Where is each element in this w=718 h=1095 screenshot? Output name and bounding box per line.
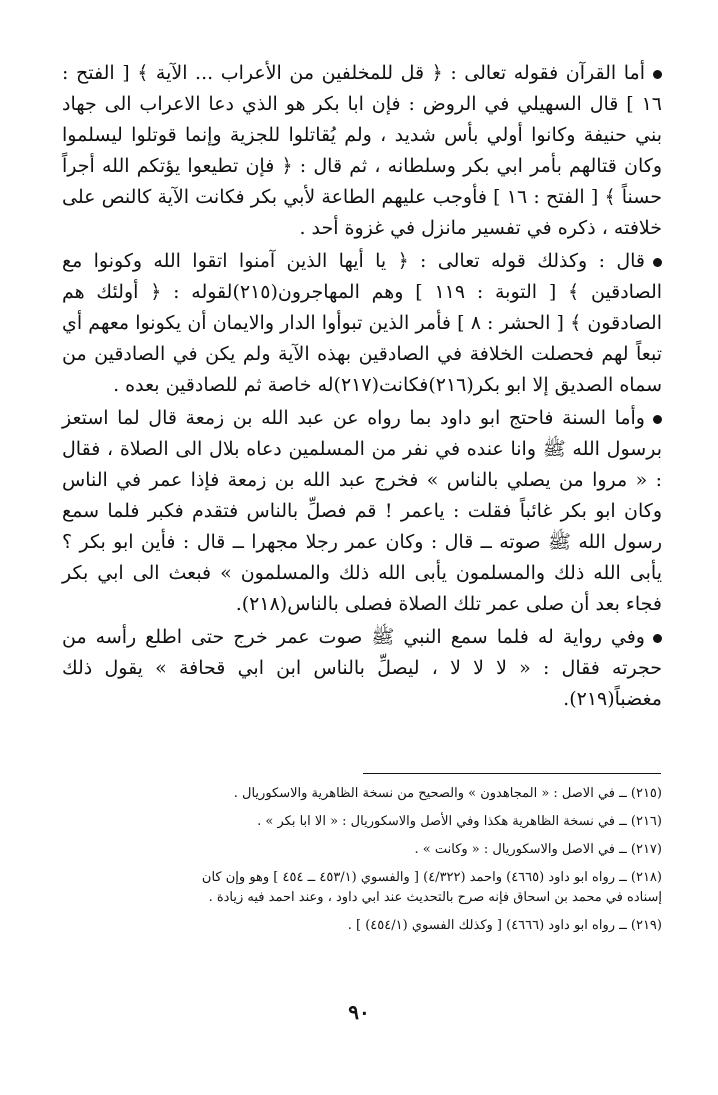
footnote-218: (٢١٨) ــ رواه ابو داود (٤٦٦٥) واحمد (٤/٣٢٢) [ والفسوي (٤٥٣/١ ــ ٤٥٤ ] وهو وإن كان — [201, 870, 662, 885]
footnotes — [34, 786, 662, 946]
paragraph-sadiqin — [62, 246, 662, 401]
paragraph-sunnah — [62, 403, 662, 620]
paragraph-riwaya — [62, 622, 662, 715]
paragraph-text: قال : وكذلك قوله تعالى : ﴿ يا أيها الذين آمنوا اتقوا الله وكونوا مع الصادقين ﴾ [ التوبة : ١١٩ ] وهم المهاجرون(٢١٥)لقوله : ﴿ أولئك هم الصادقون ﴾ [ الحشر : ٨ ] فأمر الذين تبوأوا الدار والايمان أن يكونوا معهم أي تبعاً لهم فحصلت الخلافة في الصادقين بهذه الآية ولم يكن في الصادقين من سماه الصديق إلا ابو بكر(٢١٦)فكانت(٢١٧)له خاصة ثم للصادقين بعده . — [62, 250, 663, 396]
paragraph-text: وفي رواية له فلما سمع النبي ﷺ صوت عمر خرج حتى اطلع رأسه من حجرته فقال : « لا لا لا ، ليصلِّ بالناس ابن ابي قحافة » يقول ذلك مغضباً(٢١٩). — [62, 626, 662, 710]
footnote-217: (٢١٧) ــ في الاصل والاسكوريال : « وكانت » . — [414, 842, 662, 857]
footnote-215: (٢١٥) ــ في الاصل : « المجاهدون » والصحيح من نسخة الظاهرية والاسكوريال . — [233, 786, 662, 801]
main-text — [62, 58, 662, 715]
footnote-separator — [363, 773, 661, 774]
paragraph-text: أما القرآن فقوله تعالى : ﴿ قل للمخلفين من الأعراب ... الآية ﴾ [ الفتح : ١٦ ] قال السهيلي في الروض : فإن ابا بكر هو الذي دعا الاعراب الى جهاد بني حنيفة وكانوا أولي بأس شديد ، ولم يُقاتلوا للجزية وإنما قوتلوا ليسلموا وكان قتالهم بأمر ابي بكر وسلطانه ، ثم قال : ﴿ فإن تطيعوا يؤتكم الله أجراً حسناً ﴾ [ الفتح : ١٦ ] فأوجب عليهم الطاعة لأبي بكر فكانت الآية كالنص على خلافته ، ذكره في تفسير مانزل في غزوة أحد . — [62, 62, 662, 239]
page-number: ٩٠ — [348, 1000, 370, 1024]
paragraph-text: وأما السنة فاحتج ابو داود بما رواه عن عبد الله بن زمعة قال لما استعز برسول الله ﷺ وانا عنده في نفر من المسلمين دعاه بلال الى الصلاة ، فقال : « مروا من يصلي بالناس » فخرج عبد الله بن زمعة فإذا عمر في الناس وكان ابو بكر غائباً فقلت : ياعمر ! قم فصلِّ بالناس فتقدم فكبر فلما سمع رسول الله ﷺ صوته ــ قال : وكان عمر رجلا مجهرا ــ قال : فأين ابو بكر ؟ يأبى الله ذلك والمسلمون يأبى الله ذلك والمسلمون » فبعث الى ابي بكر فجاء بعد أن صلى عمر تلك الصلاة فصلى بالناس(٢١٨). — [62, 407, 662, 615]
bullet-icon — [653, 415, 662, 424]
footnote-216: (٢١٦) ــ في نسخة الظاهرية هكذا وفي الأصل والاسكوريال : « الا ابا بكر » . — [257, 814, 662, 829]
footnote-219: (٢١٩) ــ رواه ابو داود (٤٦٦٦) [ وكذلك الفسوي (٤٥٤/١) ] . — [347, 918, 662, 933]
footnote-218-continued: إسناده في محمد بن اسحاق فإنه صرح بالتحديث عند ابي داود ، وعند احمد فيه زيادة . — [208, 890, 662, 905]
bullet-icon — [653, 70, 662, 79]
bullet-icon — [653, 634, 662, 643]
paragraph-quran — [62, 58, 662, 244]
bullet-icon — [653, 258, 662, 267]
